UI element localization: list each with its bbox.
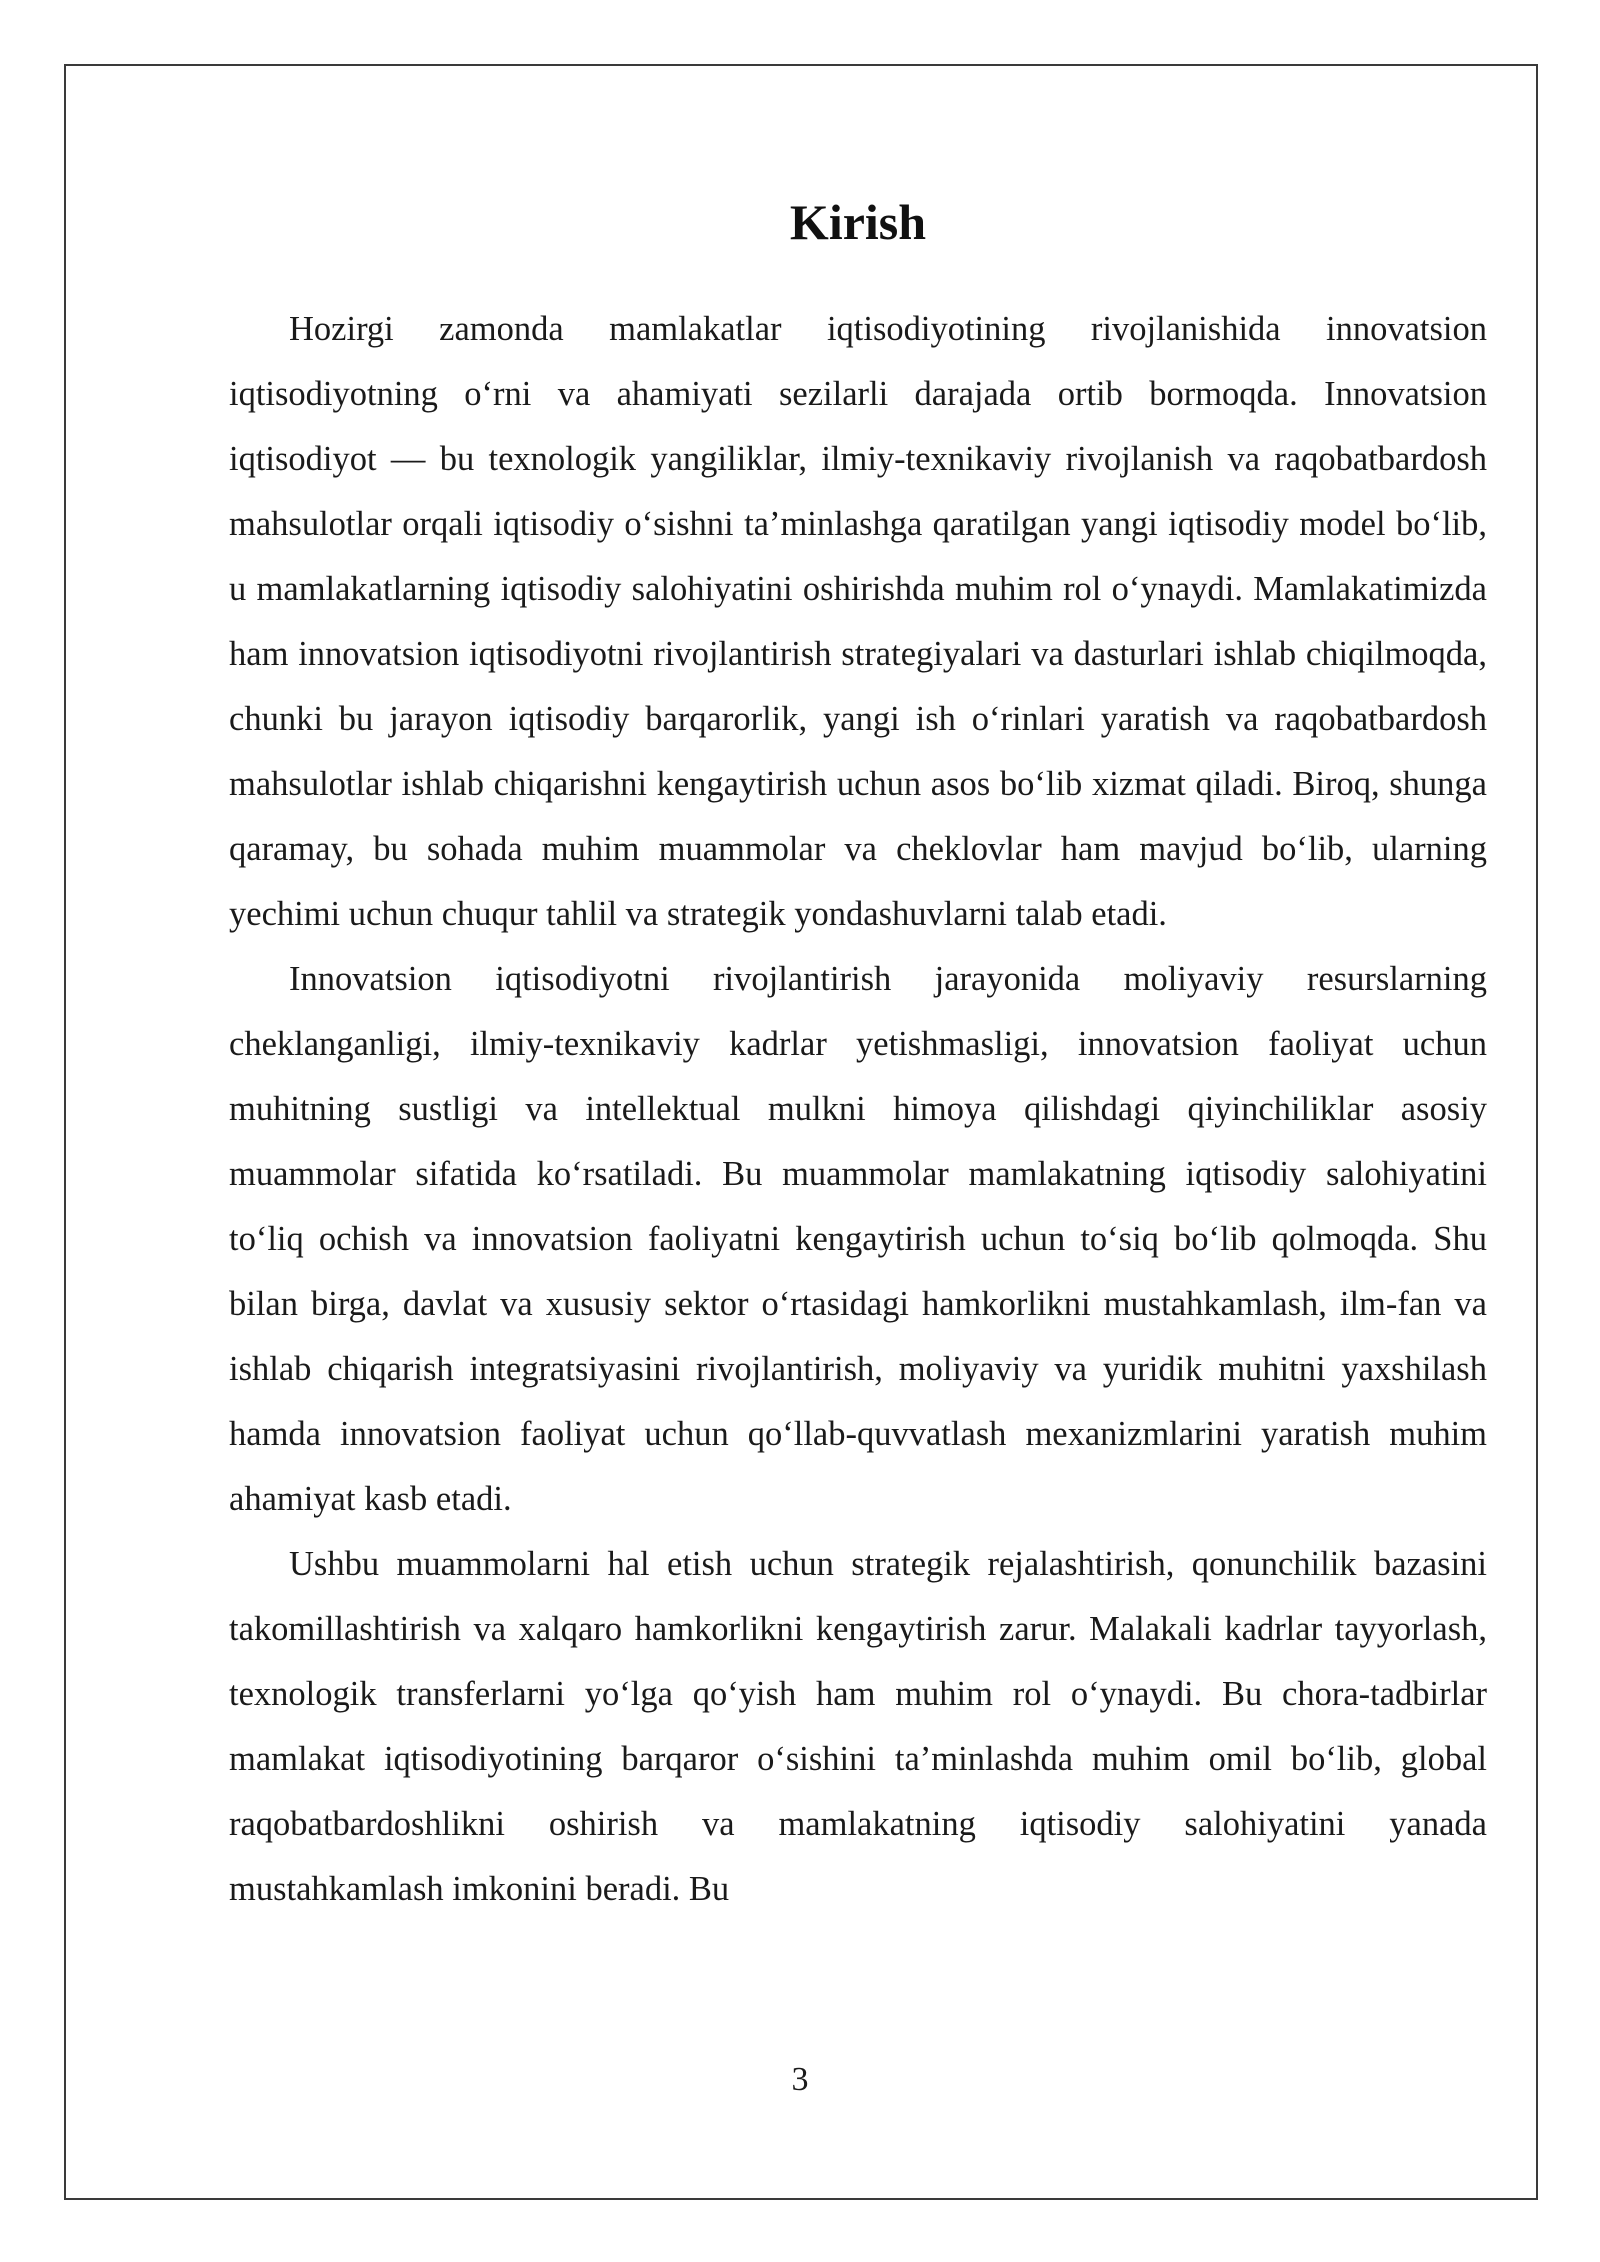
document-body [229,190,1487,1922]
page-number: 3 [791,2061,809,2098]
paragraph-3: Ushbu muammolarni hal etish uchun strategik rejalashtirish, qonunchilik bazasini takomillashtirish va xalqaro hamkorlikni kengaytirish zarur. Malakali kadrlar tayyorlash, texnologik transferlarni yo‘lga qo‘yish ham muhim rol o‘ynaydi. Bu chora-tadbirlar mamlakat iqtisodiyotining barqaror o‘sishini ta’minlashda muhim omil bo‘lib, global raqobatbardoshlikni oshirish va mamlakatning iqtisodiy salohiyatini yanada mustahkamlash imkonini beradi. Bu [229,1545,1487,1908]
paragraph-2: Innovatsion iqtisodiyotni rivojlantirish jarayonida moliyaviy resurslarning cheklanganligi, ilmiy-texnikaviy kadrlar yetishmasligi, innovatsion faoliyat uchun muhitning sustligi va intellektual mulkni himoya qilishdagi qiyinchiliklar asosiy muammolar sifatida ko‘rsatiladi. Bu muammolar mamlakatning iqtisodiy salohiyatini to‘liq ochish va innovatsion faoliyatni kengaytirish uchun to‘siq bo‘lib qolmoqda. Shu bilan birga, davlat va xususiy sektor o‘rtasidagi hamkorlikni mustahkamlash, ilm-fan va ishlab chiqarish integratsiyasini rivojlantirish, moliyaviy va yuridik muhitni yaxshilash hamda innovatsion faoliyat uchun qo‘llab-quvvatlash mexanizmlarini yaratish muhim ahamiyat kasb etadi. [229,960,1487,1518]
page-title: Kirish [789,194,927,250]
paragraph-1: Hozirgi zamonda mamlakatlar iqtisodiyotining rivojlanishida innovatsion iqtisodiyotning o‘rni va ahamiyati sezilarli darajada ortib bormoqda. Innovatsion iqtisodiyot — bu texnologik yangiliklar, ilmiy-texnikaviy rivojlanish va raqobatbardosh mahsulotlar orqali iqtisodiy o‘sishni ta’minlashga qaratilgan yangi iqtisodiy model bo‘lib, u mamlakatlarning iqtisodiy salohiyatini oshirishda muhim rol o‘ynaydi. Mamlakatimizda ham innovatsion iqtisodiyotni rivojlantirish strategiyalari va dasturlari ishlab chiqilmoqda, chunki bu jarayon iqtisodiy barqarorlik, yangi ish o‘rinlari yaratish va raqobatbardosh mahsulotlar ishlab chiqarishni kengaytirish uchun asos bo‘lib xizmat qiladi. Biroq, shunga qaramay, bu sohada muhim muammolar va cheklovlar ham mavjud bo‘lib, ularning yechimi uchun chuqur tahlil va strategik yondashuvlarni talab etadi. [229,310,1487,933]
